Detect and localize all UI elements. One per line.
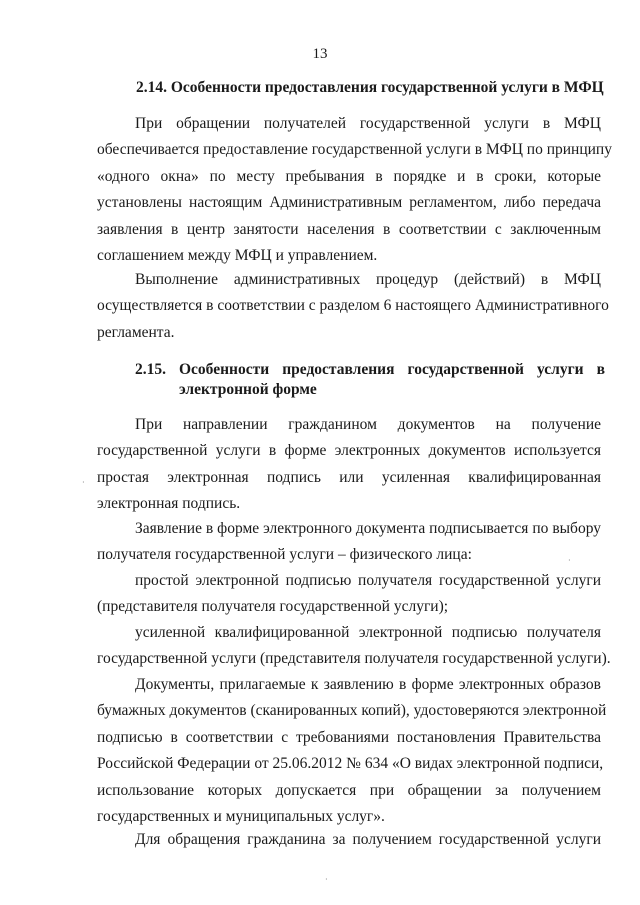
text-line: государственных и муниципальных услуг». (97, 808, 385, 826)
text-line: государственной услуги в форме электронных документов используется (97, 442, 601, 460)
scan-speck: · (82, 478, 85, 487)
scan-speck: · (325, 875, 328, 884)
text-line: обеспечивается предоставление государственной услуги в МФЦ по принципу (97, 141, 612, 159)
text-line: простая электронная подпись или усиленная квалифицированная (97, 468, 601, 486)
text-line: Российской Федерации от 25.06.2012 № 634 «О видах электронной подписи, (97, 755, 604, 773)
text-line: При направлении гражданином документов на получение (135, 416, 601, 433)
section-2-14-paragraph-2 (97, 267, 609, 346)
text-line: соглашением между МФЦ и управлением. (97, 247, 378, 265)
section-2-15-title-line-1: Особенности предоставления государственной услуги в (179, 361, 605, 378)
text-line: Выполнение административных процедур (действий) в МФЦ (135, 271, 601, 288)
text-line: осуществляется в соответствии с разделом 6 настоящего Административного (97, 297, 609, 315)
text-line: Для обращения гражданина за получением государственной услуги (135, 831, 601, 848)
section-2-14-paragraph-1 (97, 111, 612, 269)
text-line: регламента. (97, 323, 175, 341)
text-line: Документы, прилагаемые к заявлению в форме электронных образов (135, 676, 601, 693)
section-2-15-heading (135, 358, 605, 406)
section-2-15-paragraph-1 (97, 412, 601, 518)
section-2-15-title-line-2: электронной форме (179, 381, 317, 398)
scan-speck: · (568, 556, 571, 565)
section-2-15-paragraph-4 (97, 620, 611, 673)
text-line: использование которых допускается при обращении за получением (97, 781, 601, 799)
text-line: подписью в соответствии с требованиями постановления Правительства (97, 728, 601, 746)
text-line: простой электронной подписью получателя государственной услуги (135, 572, 601, 589)
section-2-15-paragraph-6 (97, 827, 601, 853)
section-2-15-paragraph-5 (97, 672, 607, 830)
section-2-15-paragraph-3 (97, 568, 601, 621)
section-2-15-number: 2.15. (135, 361, 166, 378)
text-line: бумажных документов (сканированных копий), удостоверяются электронной (97, 702, 607, 720)
text-line: электронная подпись. (97, 495, 241, 513)
text-line: усиленной квалифицированной электронной подписью получателя (135, 624, 601, 641)
text-line: государственной услуги (представителя получателя государственной услуги). (97, 650, 611, 668)
text-line: установлены настоящим Административным регламентом, либо передача (97, 194, 601, 212)
section-2-14-title: 2.14. Особенности предоставления государственной услуги в МФЦ (136, 79, 604, 96)
text-line: получателя государственной услуги – физического лица: (97, 546, 472, 564)
text-line: При обращении получателей государственной услуги в МФЦ (135, 115, 601, 132)
section-2-15-paragraph-2 (97, 516, 601, 569)
text-line: «одного окна» по месту пребывания в порядке и в сроки, которые (97, 167, 601, 185)
text-line: заявления в центр занятости населения в соответствии с заключенным (97, 220, 601, 238)
page-number: 13 (312, 46, 328, 62)
text-line: (представителя получателя государственной услуги); (97, 598, 449, 616)
text-line: Заявление в форме электронного документа подписывается по выбору (135, 520, 601, 537)
